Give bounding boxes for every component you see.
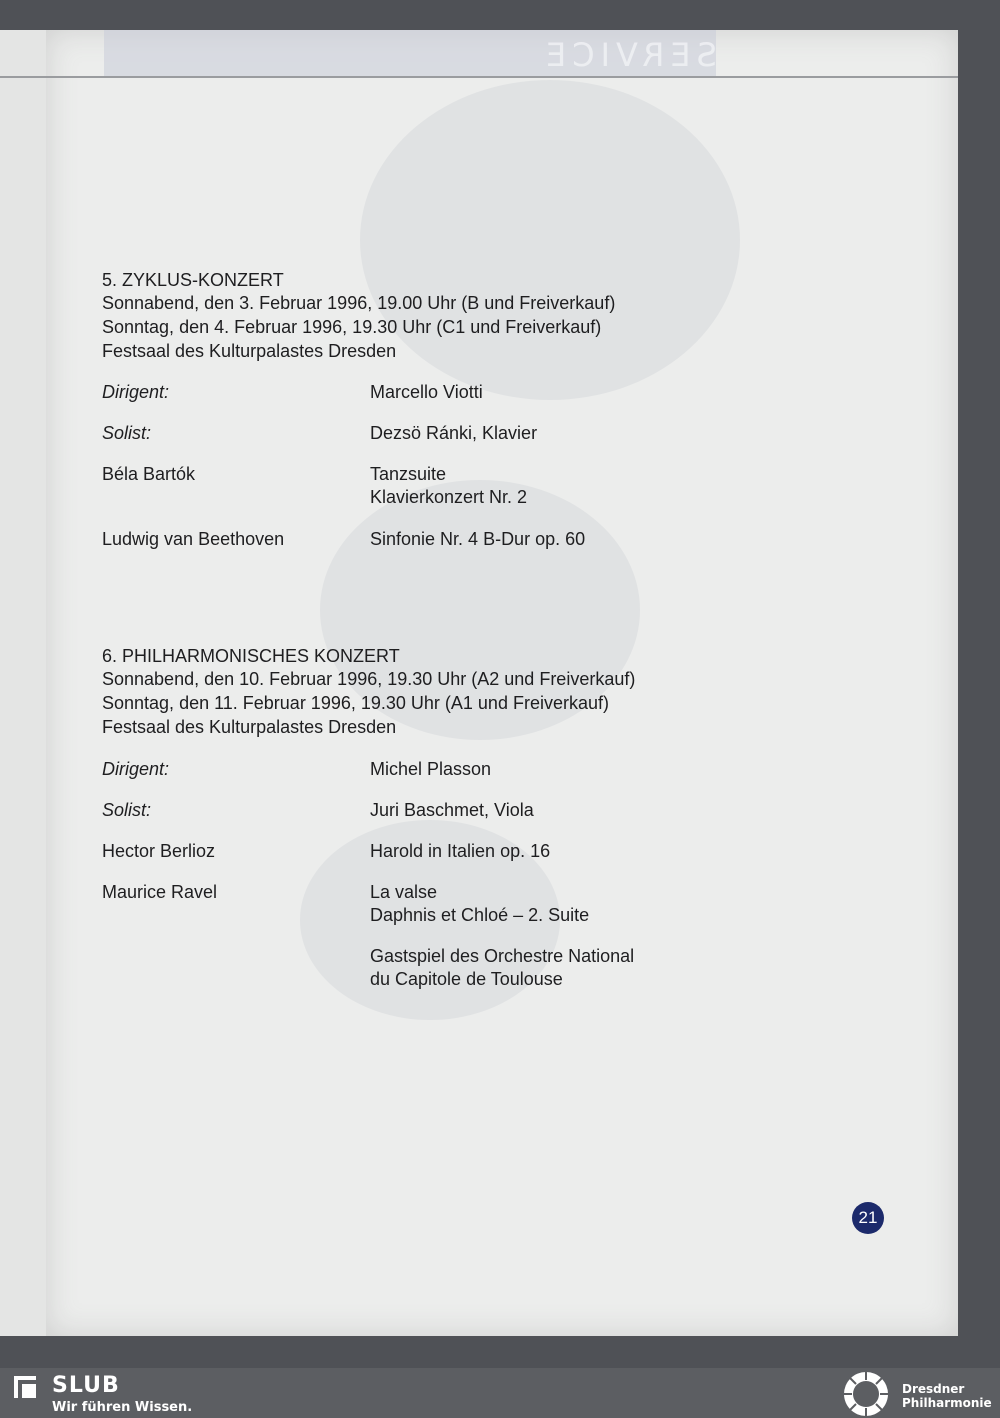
concert2-composer1: Hector Berlioz (102, 841, 216, 861)
concert1-work1b: Klavierkonzert Nr. 2 (370, 487, 528, 507)
concert2-soloist: Juri Baschmet, Viola (370, 800, 534, 820)
concert2-date2: Sonntag, den 11. Februar 1996, 19.30 Uhr (A1 und Freiverkauf) (102, 693, 609, 713)
concert1-soloist: Dezsö Ránki, Klavier (370, 423, 538, 443)
concert2-conductor: Michel Plasson (370, 759, 492, 779)
concert1-title: 5. ZYKLUS-KONZERT (102, 270, 284, 290)
concert2-venue: Festsaal des Kulturpalastes Dresden (102, 717, 397, 737)
partner-name (902, 1382, 992, 1410)
concert1-soloist-label: Solist: (102, 423, 152, 443)
concert2-guest2: du Capitole de Toulouse (370, 969, 563, 989)
partner-name-line2: Philharmonie (902, 1396, 992, 1410)
concert2-work1: Harold in Italien op. 16 (370, 841, 551, 861)
concert1-date2: Sonntag, den 4. Februar 1996, 19.30 Uhr (C1 und Freiverkauf) (102, 317, 602, 337)
concert2-work2b: Daphnis et Chloé – 2. Suite (370, 905, 590, 925)
concert2-composer2: Maurice Ravel (102, 882, 218, 902)
dresdner-philharmonie-logo-icon (842, 1370, 890, 1418)
concert2-title: 6. PHILHARMONISCHES KONZERT (102, 646, 400, 666)
page-number-badge: 21 (852, 1202, 884, 1234)
concert1-composer2: Ludwig van Beethoven (102, 529, 285, 549)
concert1-work1a: Tanzsuite (370, 464, 447, 484)
concert1-date1: Sonnabend, den 3. Februar 1996, 19.00 Uhr (B und Freiverkauf) (102, 293, 616, 313)
concert1-venue: Festsaal des Kulturpalastes Dresden (102, 341, 397, 361)
concert1-work2: Sinfonie Nr. 4 B-Dur op. 60 (370, 529, 586, 549)
concert2-work2a: La valse (370, 882, 438, 902)
concert1-composer1: Béla Bartók (102, 464, 196, 484)
concert1-conductor: Marcello Viotti (370, 382, 483, 402)
partner-name-line1: Dresdner (902, 1382, 965, 1396)
slub-tagline: Wir führen Wissen. (52, 1400, 193, 1415)
concert2-date1: Sonnabend, den 10. Februar 1996, 19.30 Uhr (A2 und Freiverkauf) (102, 669, 636, 689)
concert2-soloist-label: Solist: (102, 800, 152, 820)
concert2-guest1: Gastspiel des Orchestre National (370, 946, 635, 966)
slub-name: SLUB (52, 1373, 120, 1398)
service-bleed-text: SERVICE (540, 36, 717, 74)
concert1-conductor-label: Dirigent: (102, 382, 170, 402)
concert2-conductor-label: Dirigent: (102, 759, 170, 779)
slub-logo-icon (12, 1374, 38, 1400)
